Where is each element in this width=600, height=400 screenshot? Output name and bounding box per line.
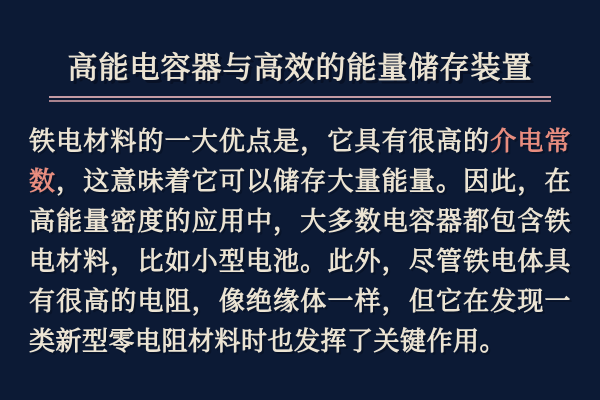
body-paragraph — [29, 121, 571, 361]
page-title: 高能电容器与高效的能量储存装置 — [67, 52, 533, 85]
paragraph-line — [29, 161, 571, 201]
title-divider — [49, 96, 551, 102]
line-text: 高能量密度的应用中，大多数电容器都包含铁 — [29, 206, 571, 236]
line-text: 有很高的电阻，像绝缘体一样，但它在发现一 — [29, 286, 571, 316]
highlight-text: 数 — [29, 166, 57, 196]
line-text: 电材料，比如小型电池。此外，尽管铁电体具 — [29, 246, 571, 276]
paragraph-line — [29, 281, 571, 321]
line-text: ，这意味着它可以储存大量能量。因此，在 — [56, 166, 571, 196]
paragraph-line — [29, 321, 571, 361]
line-text: 类新型零电阻材料时也发挥了关键作用。 — [29, 326, 507, 356]
paragraph-line — [29, 201, 571, 241]
highlight-text: 介电常 — [490, 126, 571, 156]
paragraph-line — [29, 241, 571, 281]
line-text: 铁电材料的一大优点是，它具有很高的 — [29, 126, 491, 156]
paragraph-line — [29, 121, 571, 161]
